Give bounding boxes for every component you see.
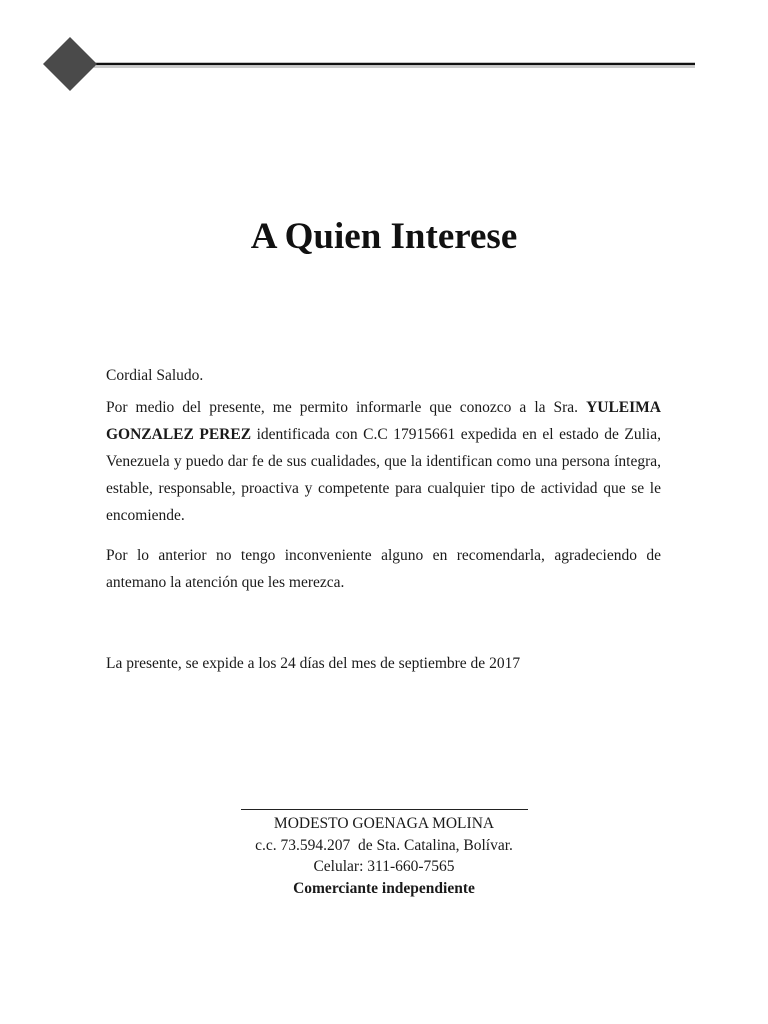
paragraph-recommendation: Por lo anterior no tengo inconveniente alguno en recomendarla, agradeciendo de antemano la atención que les merezca. bbox=[106, 547, 661, 591]
paragraph-introduction bbox=[106, 394, 661, 529]
issue-date-statement: La presente, se expide a los 24 días del mes de septiembre de 2017 bbox=[106, 655, 521, 672]
signature-line bbox=[241, 809, 528, 810]
diamond-ornament-icon bbox=[43, 37, 97, 91]
signer-phone: Celular: 311-660-7565 bbox=[313, 858, 455, 875]
greeting: Cordial Saludo. bbox=[106, 367, 204, 384]
signer-occupation: Comerciante independiente bbox=[293, 879, 475, 897]
signature-block bbox=[184, 813, 584, 899]
header-decoration bbox=[40, 34, 700, 96]
signer-name: MODESTO GOENAGA MOLINA bbox=[273, 815, 495, 832]
signer-id: c.c. 73.594.207 de Sta. Catalina, Bolívar. bbox=[255, 836, 513, 854]
paragraph-introduction-rest: identificada con C.C 17915661 expedida en el estado de Zulia, Venezuela y puedo dar fe de sus cualidades, que la identifican como una persona íntegra, estable, responsable, proactiva y competente para cualquier tipo de actividad que se le encomiende. bbox=[106, 426, 661, 524]
paragraph-introduction-lead: Por medio del presente, me permito informarle que conozco a la Sra. bbox=[106, 399, 587, 416]
page-title: A Quien Interese bbox=[250, 216, 518, 257]
recommended-person-name: YULEIMA GONZALEZ PEREZ bbox=[106, 399, 661, 443]
